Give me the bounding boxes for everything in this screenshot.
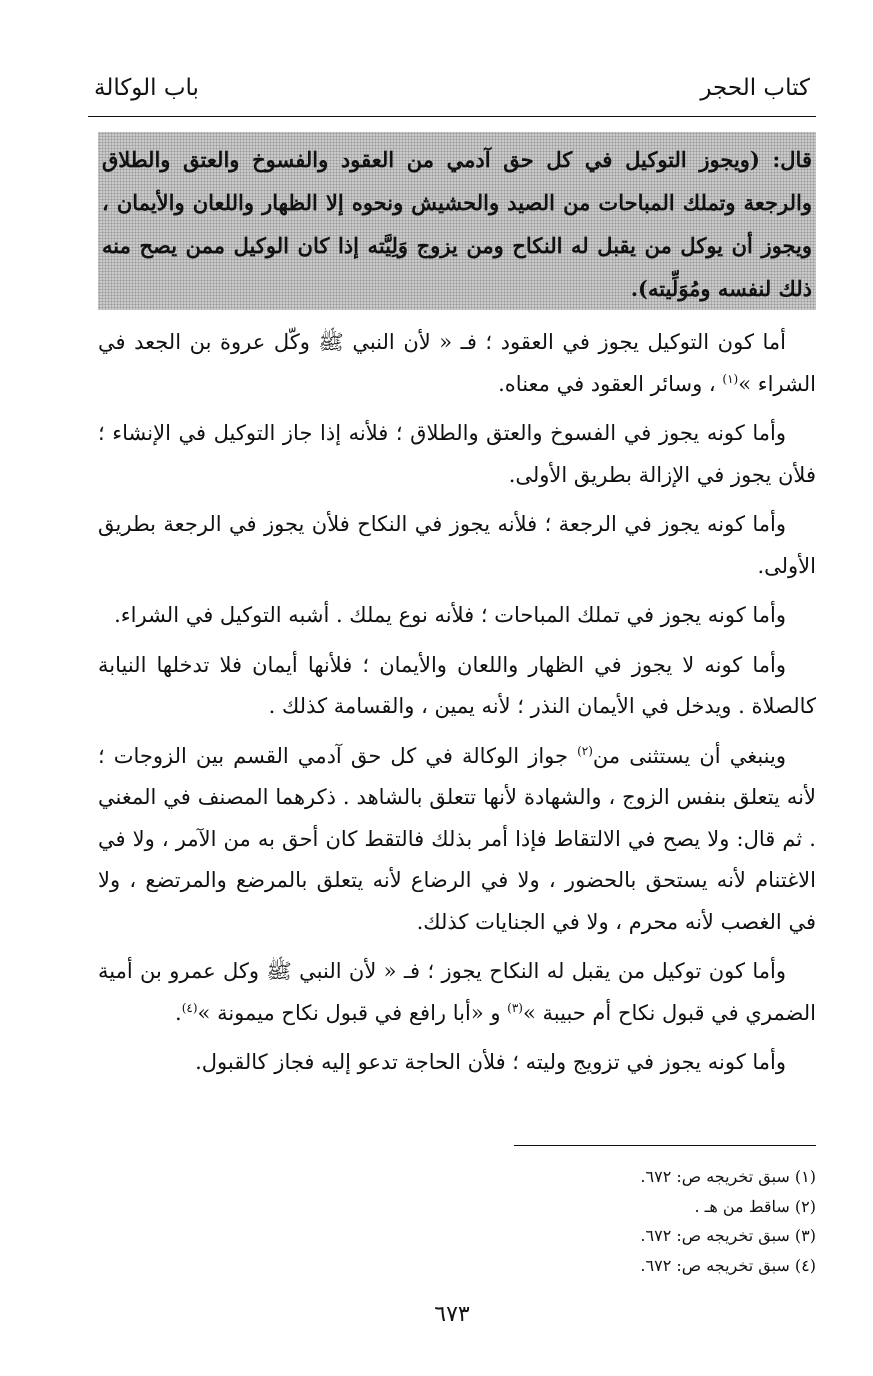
matn-highlighted-text	[98, 132, 816, 310]
footnotes	[416, 1162, 816, 1280]
commentary-paragraph-1: أما كون التوكيل يجوز في العقود ؛ فـ « لأن النبي ﷺ وكّل عروة بن الجعد في الشراء »$^{(١)}$ ، وسائر العقود في معناه.	[98, 330, 816, 396]
commentary-paragraph-3: وأما كونه يجوز في الرجعة ؛ فلأنه يجوز في النكاح فلأن يجوز في الرجعة بطريق الأولى.	[98, 512, 816, 578]
commentary-paragraph-8: وأما كونه يجوز في تزويج وليته ؛ فلأن الحاجة تدعو إليه فجاز كالقبول.	[195, 1050, 786, 1074]
commentary-paragraph-2: وأما كونه يجوز في الفسوخ والعتق والطلاق ؛ فلأنه إذا جاز التوكيل في الإنشاء ؛ فلأن يجوز في الإزالة بطريق الأولى.	[98, 421, 816, 487]
header-divider	[88, 116, 816, 117]
chapter-title: باب الوكالة	[94, 75, 199, 101]
footnote-ref-3: (٣)	[507, 1000, 523, 1015]
footnote-ref-1: (١)	[722, 371, 739, 386]
commentary-paragraph-4: وأما كونه يجوز في تملك المباحات ؛ فلأنه نوع يملك . أشبه التوكيل في الشراء.	[114, 603, 786, 627]
running-header	[88, 75, 816, 115]
footnote-ref-4: (٤)	[181, 1000, 198, 1015]
commentary-paragraph-7: وأما كون توكيل من يقبل له النكاح يجوز ؛ فـ « لأن النبي ﷺ وكل عمرو بن أمية الضمري في قبول نكاح أم حبيبة »$^{(٣)}$ و «أبا رافع في قبول نكاح ميمونة »$^{(٤)}$.	[98, 959, 816, 1025]
matn-paragraph: قال: (ويجوز التوكيل في كل حق آدمي من العقود والفسوخ والعتق والطلاق والرجعة وتملك المباحات من الصيد والحشيش ونحوه إلا الظهار واللعان والأيمان ، ويجوز أن يوكل من يقبل له النكاح ومن يزوج وَلِيَّته إذا كان الوكيل ممن يصح منه ذلك لنفسه ومُوَلِّيته).	[102, 147, 812, 301]
footnote-2: (٢) ساقط من هـ .	[694, 1196, 816, 1216]
book-title: كتاب الحجر	[700, 75, 810, 101]
commentary-paragraph-6: وينبغي أن يستثنى من$^{(٢)}$ جواز الوكالة في كل حق آدمي القسم بين الزوجات ؛ لأنه يتعلق بنفس الزوج ، والشهادة لأنها تتعلق بالشاهد . ذكرهما المصنف في المغني . ثم قال: ولا يصح في الالتقاط فإذا أمر بذلك فالتقط كان أحق به من الآمر ، ولا في الاغتنام لأنه يستحق بالحضور ، ولا في الرضاع لأنه يتعلق بالمرضع والمرتضع ، ولا في الغصب لأنه محرم ، ولا في الجنايات كذلك.	[98, 743, 816, 934]
page-number: ٦٧٣	[434, 1302, 470, 1327]
footnote-3: (٣) سبق تخريجه ص: ٦٧٢.	[640, 1226, 816, 1245]
footnote-1: (١) سبق تخريجه ص: ٦٧٢.	[640, 1167, 816, 1186]
commentary-paragraph-5: وأما كونه لا يجوز في الظهار واللعان والأيمان ؛ فلأنها أيمان فلا تدخلها النيابة كالصلاة . ويدخل في الأيمان النذر ؛ لأنه يمين ، والقسامة كذلك .	[98, 652, 816, 718]
book-page	[88, 60, 816, 1360]
commentary-text	[98, 322, 816, 1092]
footnote-ref-2: (٢)	[577, 743, 593, 758]
footnote-divider	[514, 1145, 816, 1146]
footnote-4: (٤) سبق تخريجه ص: ٦٧٢.	[640, 1255, 816, 1275]
